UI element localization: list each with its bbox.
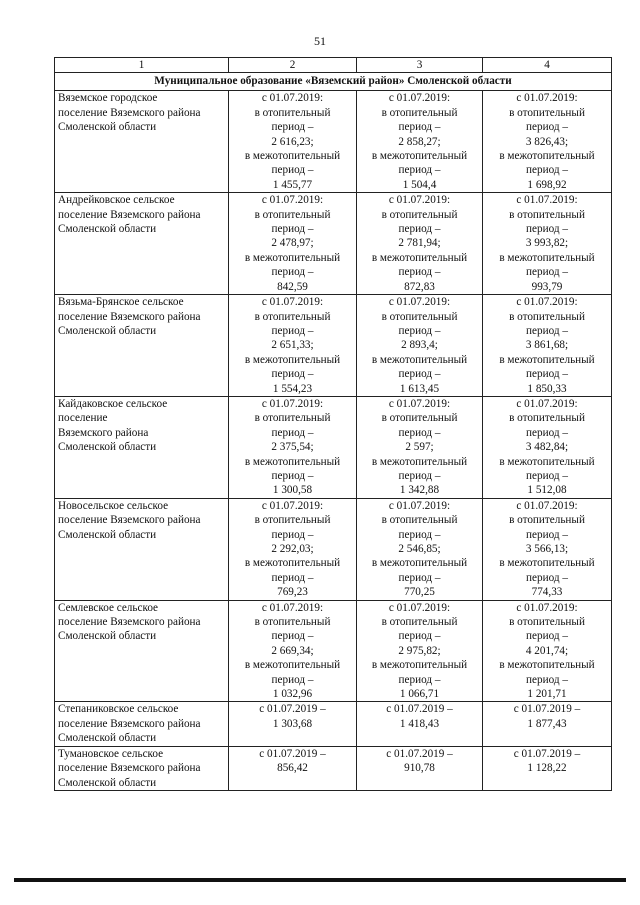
cell-line: 1 418,43 [399, 717, 440, 730]
cell-line: в отопительный [254, 412, 331, 425]
cell-line: поселение Вяземского района [58, 514, 201, 527]
cell-line: период – [526, 469, 568, 482]
cell-line: с 01.07.2019 – [386, 703, 453, 716]
cell-line: поселение Вяземского района [58, 717, 201, 730]
cell-line: 4 201,74; [525, 644, 569, 657]
cell-line: 993,79 [531, 280, 563, 293]
cell-line: 1 342,88 [399, 484, 440, 497]
cell-line: 3 826,43; [525, 135, 569, 148]
cell-line: период – [526, 266, 568, 279]
cell-line: период – [271, 164, 314, 177]
cell-line: период – [271, 266, 314, 279]
cell-line: с 01.07.2019: [261, 194, 324, 207]
cell-line: в отопительный [254, 514, 331, 527]
cell-line: в межотопительный [371, 251, 468, 264]
tariff-cell-col2 [229, 396, 357, 498]
tariff-cell-col2 [229, 498, 357, 600]
cell-line: 2 546,85; [398, 543, 441, 555]
cell-line: 2 669,34; [271, 644, 314, 657]
tariff-cell-col2 [229, 91, 357, 193]
column-number-3: 3 [357, 58, 483, 73]
tariff-cell-col4 [483, 91, 612, 193]
cell-line: период – [271, 673, 314, 686]
cell-line: 1 128,22 [527, 762, 567, 775]
cell-line: в межотопительный [371, 659, 468, 672]
cell-line: в межотопительный [244, 150, 341, 163]
cell-line: период – [398, 571, 441, 584]
tariff-cell-col3 [357, 396, 483, 498]
cell-line: с 01.07.2019: [516, 601, 578, 614]
cell-line: в межотопительный [244, 557, 341, 570]
cell-line: поселение Вяземского района [58, 762, 201, 775]
cell-line: с 01.07.2019: [388, 194, 451, 207]
cell-line: в отопительный [254, 106, 331, 119]
cell-line: поселение [58, 412, 108, 425]
cell-line: период – [398, 528, 441, 541]
cell-line: 1 850,33 [527, 382, 567, 395]
cell-line: Вяземское городское [58, 92, 158, 105]
cell-line: период – [271, 368, 314, 381]
cell-line: с 01.07.2019: [516, 194, 578, 207]
cell-line: 3 482,84; [525, 441, 569, 454]
cell-line: период – [398, 266, 441, 279]
cell-line: период – [398, 469, 441, 482]
cell-line: 1 504,4 [402, 178, 437, 191]
cell-line: 1 201,71 [527, 688, 567, 701]
column-number-row [55, 58, 612, 73]
cell-line: период – [398, 673, 441, 686]
cell-line: в межотопительный [244, 251, 341, 264]
tariff-cell-col4 [483, 746, 612, 790]
cell-line: Вязьма-Брянское сельское [58, 296, 184, 309]
cell-line: в отопительный [381, 208, 458, 221]
cell-line: в отопительный [509, 412, 585, 425]
cell-line: в отопительный [509, 514, 585, 527]
cell-line: 1 877,43 [527, 717, 567, 730]
cell-line: Смоленской области [58, 223, 157, 236]
tariff-cell-col2 [229, 702, 357, 746]
cell-line: 2 597; [405, 441, 434, 454]
cell-line: 1 300,58 [272, 484, 313, 497]
cell-line: с 01.07.2019 – [259, 703, 326, 716]
tariff-cell-col3 [357, 91, 483, 193]
cell-line: период – [526, 368, 568, 381]
cell-line: 872,83 [404, 280, 435, 293]
cell-line: с 01.07.2019 – [513, 747, 581, 760]
cell-line: период – [271, 324, 314, 337]
cell-line: период – [526, 164, 568, 177]
municipality-name-cell [55, 193, 229, 295]
cell-line: 769,23 [277, 586, 308, 599]
cell-line: в межотопительный [371, 150, 468, 163]
cell-line: с 01.07.2019: [261, 92, 324, 105]
municipality-name-cell [55, 396, 229, 498]
cell-line: период – [526, 121, 568, 134]
cell-line: в отопительный [509, 616, 585, 629]
cell-line: Смоленской области [58, 441, 157, 454]
tariff-cell-col4 [483, 600, 612, 702]
column-number-2: 2 [229, 58, 357, 73]
cell-line: 3 861,68; [525, 339, 569, 352]
cell-line: Семлевское сельское [58, 601, 159, 614]
cell-line: в отопительный [509, 310, 585, 323]
cell-line: с 01.07.2019: [516, 397, 578, 410]
column-number-1: 1 [55, 58, 229, 73]
cell-line: Тумановское сельское [58, 747, 164, 760]
cell-line: в межотопительный [499, 353, 595, 366]
cell-line: период – [271, 630, 314, 643]
cell-line: Кайдаковское сельское [58, 397, 168, 410]
cell-line: Смоленской области [58, 732, 157, 745]
cell-line: период – [398, 630, 441, 643]
table-row [55, 746, 612, 790]
section-title: Муниципальное образование «Вяземский район» Смоленской области [55, 73, 612, 91]
cell-line: период – [398, 368, 441, 381]
cell-line: период – [271, 121, 314, 134]
bottom-rule [14, 878, 626, 882]
tariff-table-body [55, 58, 612, 791]
cell-line: с 01.07.2019: [388, 296, 451, 309]
tariff-cell-col3 [357, 498, 483, 600]
cell-line: Смоленской области [58, 528, 157, 541]
cell-line: поселение Вяземского района [58, 106, 201, 119]
cell-line: в отопительный [381, 412, 458, 425]
table-row [55, 295, 612, 397]
cell-line: 1 455,77 [272, 178, 313, 191]
cell-line: в отопительный [254, 310, 331, 323]
cell-line: 1 613,45 [399, 382, 440, 395]
cell-line: с 01.07.2019: [516, 92, 578, 105]
cell-line: период – [398, 426, 441, 439]
table-row [55, 396, 612, 498]
cell-line: с 01.07.2019: [388, 601, 451, 614]
cell-line: в отопительный [509, 106, 585, 119]
cell-line: с 01.07.2019: [388, 92, 451, 105]
cell-line: с 01.07.2019: [261, 499, 324, 512]
cell-line: период – [526, 528, 568, 541]
cell-line: в межотопительный [371, 557, 468, 570]
municipality-name-cell [55, 702, 229, 746]
cell-line: с 01.07.2019: [388, 499, 451, 512]
cell-line: поселение Вяземского района [58, 208, 201, 221]
cell-line: в межотопительный [499, 251, 595, 264]
cell-line: в отопительный [381, 106, 458, 119]
table-row [55, 702, 612, 746]
cell-line: с 01.07.2019 – [386, 747, 453, 760]
tariff-cell-col3 [357, 702, 483, 746]
cell-line: 2 616,23; [271, 135, 314, 148]
cell-line: период – [398, 223, 441, 236]
cell-line: в отопительный [381, 310, 458, 323]
cell-line: Смоленской области [58, 324, 157, 337]
cell-line: 842,59 [277, 280, 308, 293]
cell-line: период – [526, 223, 568, 236]
cell-line: с 01.07.2019: [261, 296, 324, 309]
cell-line: 2 651,33; [271, 339, 314, 352]
cell-line: в отопительный [381, 514, 458, 527]
tariff-cell-col3 [357, 600, 483, 702]
cell-line: 1 554,23 [272, 382, 313, 395]
cell-line: в межотопительный [499, 557, 595, 570]
cell-line: 2 893,4; [401, 339, 438, 352]
cell-line: с 01.07.2019: [516, 499, 578, 512]
cell-line: период – [526, 324, 568, 337]
cell-line: Смоленской области [58, 630, 157, 643]
municipality-name-cell [55, 746, 229, 790]
municipality-name-cell [55, 498, 229, 600]
cell-line: 1 032,96 [272, 688, 313, 701]
cell-line: 3 566,13; [525, 543, 569, 555]
cell-line: 856,42 [277, 762, 308, 775]
cell-line: период – [398, 324, 441, 337]
cell-line: в межотопительный [499, 455, 595, 468]
tariff-cell-col3 [357, 193, 483, 295]
tariff-cell-col4 [483, 702, 612, 746]
cell-line: в межотопительный [499, 150, 595, 163]
cell-line: в отопительный [254, 616, 331, 629]
tariff-cell-col2 [229, 295, 357, 397]
tariff-cell-col4 [483, 193, 612, 295]
cell-line: в межотопительный [499, 659, 595, 672]
tariff-cell-col2 [229, 193, 357, 295]
cell-line: с 01.07.2019 – [513, 703, 581, 716]
cell-line: 2 858,27; [398, 135, 441, 148]
cell-line: Новосельское сельское [58, 499, 169, 512]
table-row [55, 600, 612, 702]
cell-line: период – [526, 630, 568, 643]
cell-line: период – [271, 223, 314, 236]
cell-line: в межотопительный [244, 353, 341, 366]
cell-line: период – [271, 469, 314, 482]
tariff-cell-col3 [357, 295, 483, 397]
cell-line: 3 993,82; [525, 237, 569, 250]
cell-line: период – [398, 121, 441, 134]
cell-line: период – [526, 426, 568, 439]
table-row [55, 193, 612, 295]
cell-line: 1 512,08 [527, 484, 567, 497]
cell-line: в отопительный [509, 208, 585, 221]
cell-line: с 01.07.2019: [261, 397, 324, 410]
tariff-cell-col2 [229, 600, 357, 702]
cell-line: в отопительный [254, 208, 331, 221]
cell-line: с 01.07.2019: [516, 296, 578, 309]
cell-line: 2 781,94; [398, 237, 441, 250]
cell-line: Смоленской области [58, 121, 157, 134]
cell-line: в межотопительный [371, 353, 468, 366]
cell-line: Смоленской области [58, 776, 157, 789]
cell-line: 2 478,97; [271, 237, 314, 250]
cell-line: в межотопительный [371, 455, 468, 468]
tariff-table [54, 57, 612, 791]
municipality-name-cell [55, 600, 229, 702]
page-number: 51 [314, 34, 326, 48]
cell-line: 2 375,54; [271, 441, 314, 454]
cell-line: поселение Вяземского района [58, 616, 201, 629]
tariff-cell-col4 [483, 396, 612, 498]
cell-line: Андрейковское сельское [58, 194, 175, 207]
cell-line: 2 975,82; [398, 644, 441, 657]
section-title-row [55, 73, 612, 91]
tariff-cell-col4 [483, 498, 612, 600]
cell-line: с 01.07.2019: [261, 601, 324, 614]
cell-line: в отопительный [381, 616, 458, 629]
tariff-cell-col3 [357, 746, 483, 790]
cell-line: 1 698,92 [527, 178, 567, 191]
cell-line: период – [271, 571, 314, 584]
cell-line: с 01.07.2019: [388, 397, 451, 410]
cell-line: период – [271, 528, 314, 541]
tariff-cell-col4 [483, 295, 612, 397]
cell-line: 910,78 [404, 762, 435, 775]
cell-line: с 01.07.2019 – [259, 747, 326, 760]
tariff-cell-col2 [229, 746, 357, 790]
municipality-name-cell [55, 295, 229, 397]
table-row [55, 498, 612, 600]
cell-line: Степаниковское сельское [58, 703, 179, 716]
cell-line: в межотопительный [244, 659, 341, 672]
table-row [55, 91, 612, 193]
column-number-4: 4 [483, 58, 612, 73]
cell-line: 770,25 [404, 586, 435, 599]
cell-line: Вяземского района [58, 426, 149, 439]
cell-line: поселение Вяземского района [58, 310, 201, 323]
cell-line: 774,33 [531, 586, 563, 599]
cell-line: период – [526, 571, 568, 584]
municipality-name-cell [55, 91, 229, 193]
cell-line: период – [526, 673, 568, 686]
cell-line: в межотопительный [244, 455, 341, 468]
cell-line: 1 303,68 [272, 717, 313, 730]
cell-line: период – [398, 164, 441, 177]
cell-line: 1 066,71 [399, 688, 440, 701]
cell-line: 2 292,03; [271, 543, 314, 555]
cell-line: период – [271, 426, 314, 439]
